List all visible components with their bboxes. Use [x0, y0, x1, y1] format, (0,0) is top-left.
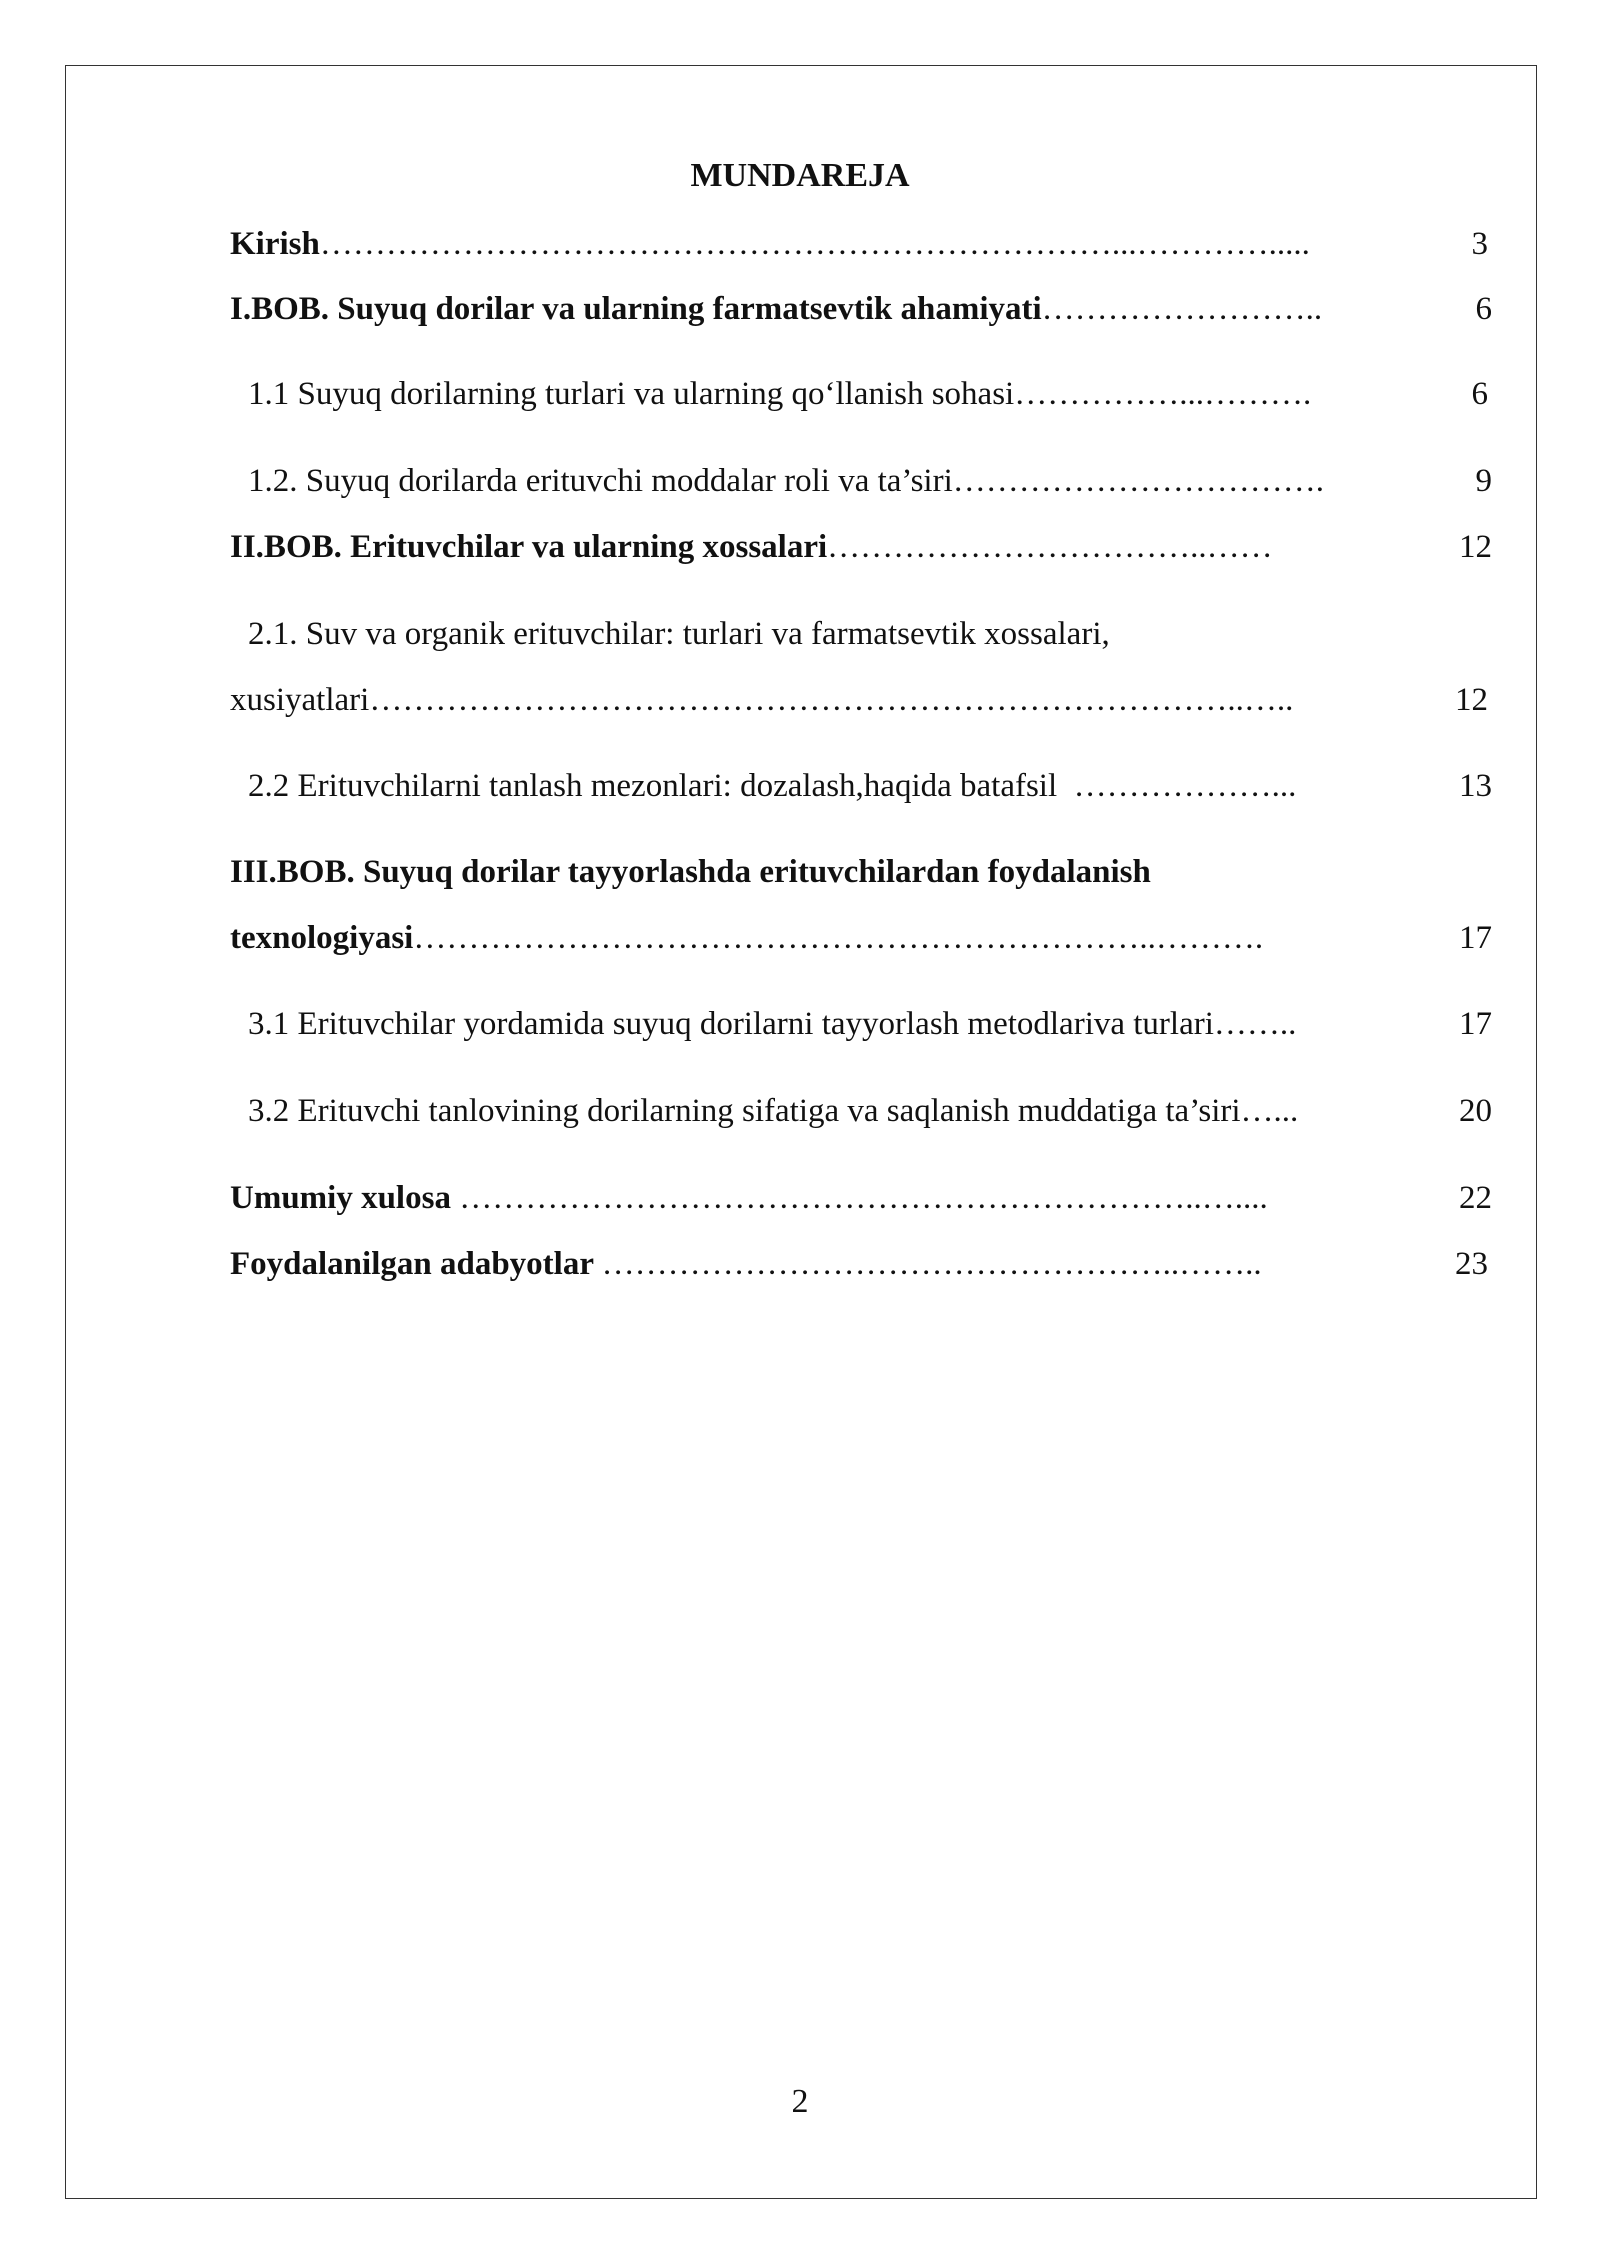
toc-entry-bob3-line1: III.BOB. Suyuq dorilar tayyorlashda erituvchilardan foydalanish	[230, 854, 1151, 890]
page-title: MUNDAREJA	[690, 157, 910, 194]
toc-leader: …………………………………………………………..…....	[459, 1180, 1268, 1216]
toc-page: 12	[1459, 529, 1492, 565]
toc-leader: ……………………………………………………………………..…..	[369, 682, 1294, 718]
toc-page: 23	[1455, 1246, 1488, 1282]
toc-leader: …………………………….	[952, 463, 1324, 499]
toc-entry-bob2[interactable]	[230, 523, 1492, 571]
toc-page: 12	[1455, 682, 1488, 718]
toc-label: 2.2 Erituvchilarni tanlash mezonlari: dozalash,haqida batafsil	[248, 768, 1074, 804]
toc-entry-2-1[interactable]	[230, 676, 1488, 724]
toc-label: Umumiy xulosa	[230, 1180, 460, 1216]
toc-leader: ……………...……….	[1014, 376, 1312, 412]
toc-entry-3-1[interactable]	[248, 1000, 1492, 1048]
toc-page: 13	[1459, 768, 1492, 804]
toc-leader: ………………...	[1073, 768, 1297, 804]
toc-entry-2-2[interactable]	[248, 762, 1492, 810]
toc-entry-adabiyotlar[interactable]	[230, 1240, 1488, 1288]
toc-page: 17	[1459, 1006, 1492, 1042]
toc-entry-bob3[interactable]	[230, 914, 1492, 962]
toc-entry-xulosa[interactable]	[230, 1174, 1492, 1222]
toc-label: xusiyatlari	[230, 682, 370, 718]
toc-page: 9	[1475, 463, 1492, 499]
toc-leader: …...	[1240, 1093, 1299, 1129]
toc-label: Kirish	[230, 226, 320, 262]
toc-label: 1.2. Suyuq dorilarda erituvchi moddalar roli va ta’siri	[248, 463, 953, 499]
toc-label: texnologiyasi	[230, 920, 414, 956]
toc-entry-1-2[interactable]	[248, 457, 1492, 505]
toc-label: 3.2 Erituvchi tanlovining dorilarning sifatiga va saqlanish muddatiga ta’siri	[248, 1093, 1241, 1129]
toc-entry-1-1[interactable]	[248, 370, 1488, 418]
toc-label: Foydalanilgan adabyotlar	[230, 1246, 602, 1282]
toc-page: 6	[1471, 376, 1488, 412]
toc-leader: ……………………………………………..……..	[601, 1246, 1262, 1282]
toc-entry-2-1-line1: 2.1. Suv va organik erituvchilar: turlari va farmatsevtik xossalari,	[248, 616, 1110, 652]
toc-label: II.BOB. Erituvchilar va ularning xossalari	[230, 529, 828, 565]
toc-page: 22	[1459, 1180, 1492, 1216]
toc-leader: …………………………………………………………..……….	[413, 920, 1264, 956]
toc-leader: ……..	[1213, 1006, 1297, 1042]
toc-page: 20	[1459, 1093, 1492, 1129]
toc-label: I.BOB. Suyuq dorilar va ularning farmatsevtik ahamiyati	[230, 291, 1042, 327]
toc-entry-bob1[interactable]	[230, 285, 1492, 333]
toc-leader: ……………………………..……	[827, 529, 1273, 565]
toc-leader: ………………………………………………………………...………….....	[319, 226, 1310, 262]
toc-entry-kirish[interactable]	[230, 220, 1488, 268]
toc-label: 3.1 Erituvchilar yordamida suyuq dorilarni tayyorlash metodlariva turlari	[248, 1006, 1214, 1042]
toc-leader: ……………………..	[1041, 291, 1323, 327]
toc-entry-3-2[interactable]	[248, 1087, 1492, 1135]
toc-page: 6	[1475, 291, 1492, 327]
page-number: 2	[791, 2083, 809, 2120]
toc-page: 3	[1471, 226, 1488, 262]
toc-label: 1.1 Suyuq dorilarning turlari va ularning qo‘llanish sohasi	[248, 376, 1015, 412]
toc-page: 17	[1459, 920, 1492, 956]
